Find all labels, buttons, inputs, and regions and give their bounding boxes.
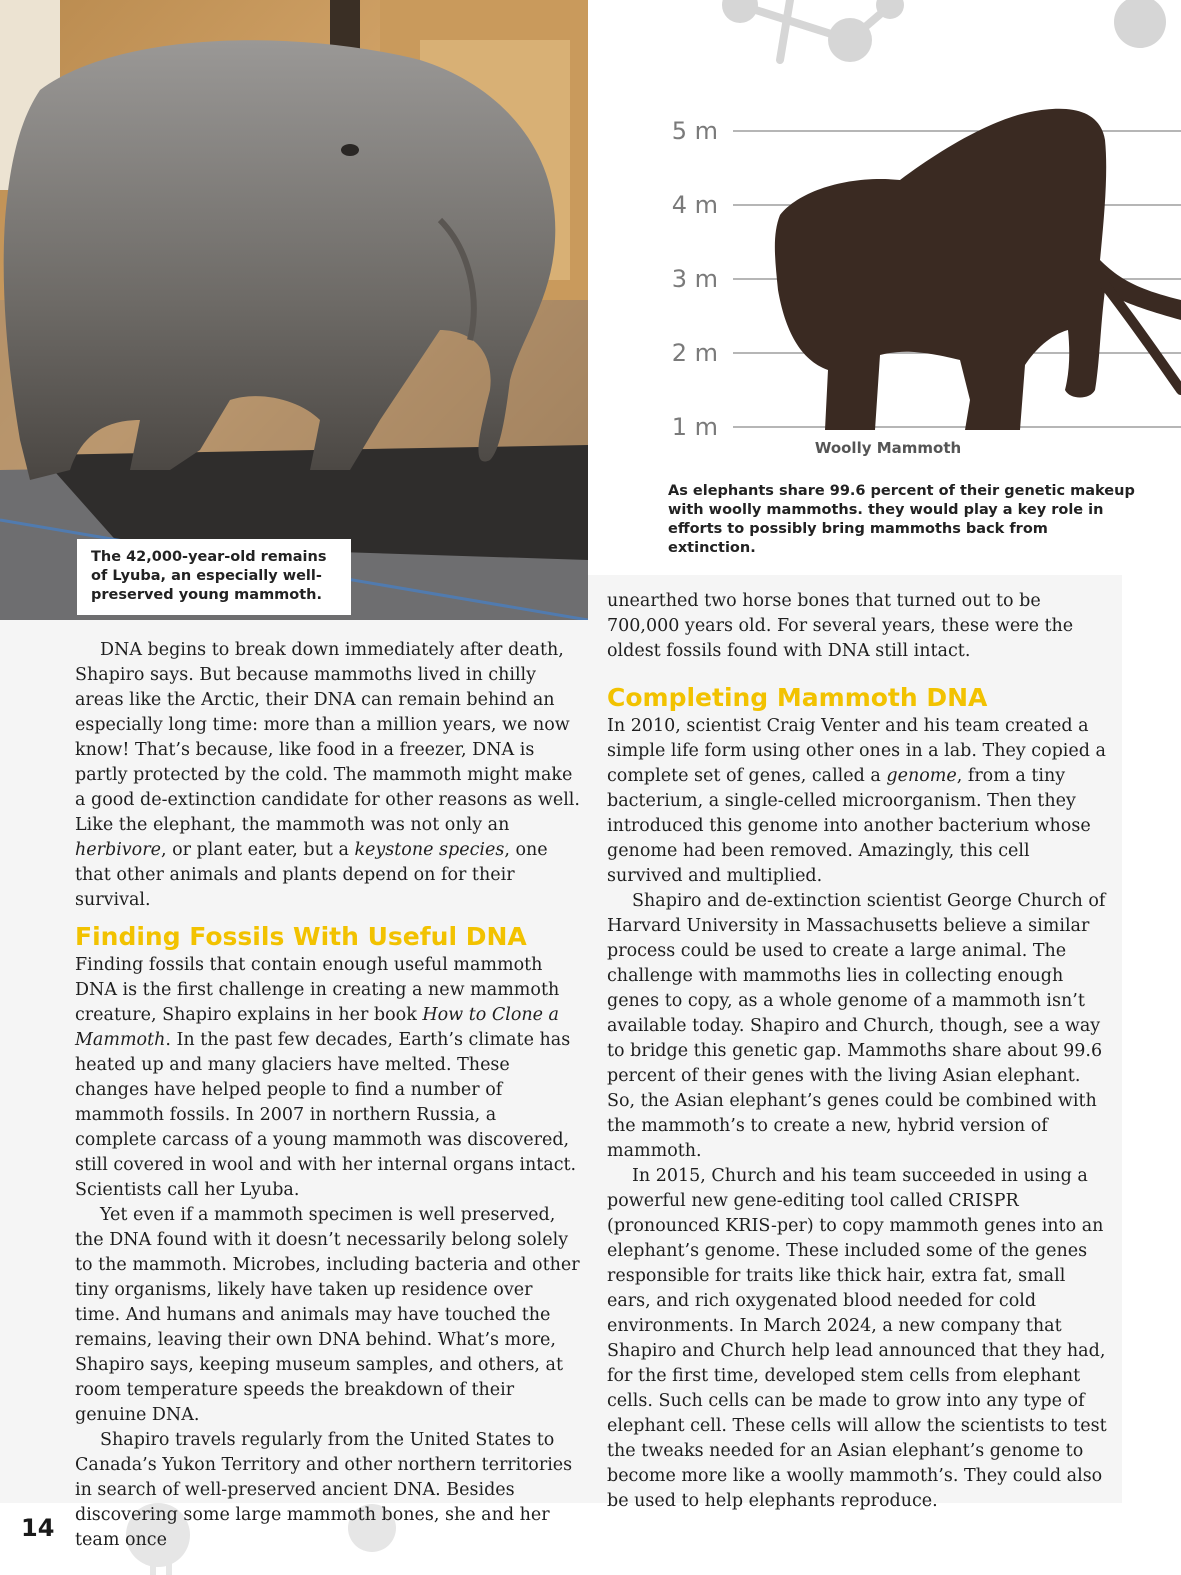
y-label-2m: 2 m bbox=[671, 339, 718, 367]
y-label-5m: 5 m bbox=[671, 117, 718, 145]
paragraph-5: unearthed two horse bones that turned out to be 700,000 years old. For several years, these were the oldest fossils found with DNA still intact. bbox=[607, 591, 1074, 661]
heading-finding-fossils: Finding Fossils With Useful DNA bbox=[75, 922, 527, 951]
paragraph-6: In 2010, scientist Craig Venter and his team created a simple life form using other ones in a lab. They copied a complete set of genes, called a genome, from a tiny bacterium, a single-celled microorganism. Then they introduced this genome into another bacterium whose genome had been removed. Amazingly, this cell survived and multiplied. bbox=[607, 716, 1106, 886]
paragraph-1: DNA begins to break down immediately after death, Shapiro says. But because mammoths lived in chilly areas like the Arctic, their DNA can remain behind an especially long time: more than a million years, we now know! That’s because, like food in a freezer, DNA is partly protected by the cold. The mammoth might make a good de-extinction candidate for other reasons as well. Like the elephant, the mammoth was not only an herbivore, or plant eater, but a keystone species, one that other animals and plants depend on for their survival. bbox=[75, 640, 580, 910]
article-column-1 bbox=[75, 638, 580, 1553]
chart-caption: As elephants share 99.6 percent of their genetic makeup with woolly mammoths. they would play a key role in efforts to possibly bring mammoths back from extinction. bbox=[668, 483, 1135, 556]
paragraph-8: In 2015, Church and his team succeeded in using a powerful new gene-editing tool called CRISPR (pronounced KRIS-per) to copy mammoth genes into an elephant’s genome. These included some of the genes responsible for traits like thick hair, extra fat, small ears, and rich oxygenated blood needed for cold environments. In March 2024, a new company that Shapiro and Church help lead announced that they had, for the first time, developed stem cells from elephant cells. Such cells can be made to grow into any type of elephant cell. These cells will allow the scientists to test the tweaks needed for an Asian elephant’s genome to become more like a woolly mammoth’s. They could also be used to help elephants reproduce. bbox=[607, 1166, 1107, 1511]
page-number: 14 bbox=[21, 1514, 55, 1542]
paragraph-4: Shapiro travels regularly from the United States to Canada’s Yukon Territory and other northern territories in search of well-preserved ancient DNA. Besides discovering some large mammoth bones, she and her team once bbox=[75, 1430, 573, 1550]
y-label-4m: 4 m bbox=[671, 191, 718, 219]
lyuba-mammoth-photo bbox=[0, 0, 588, 620]
height-comparison-chart bbox=[600, 0, 1181, 560]
paragraph-7: Shapiro and de-extinction scientist George Church of Harvard University in Massachusetts believe a similar process could be used to create a large animal. The challenge with mammoths lies in collecting enough genes to copy, as a whole genome of a mammoth isn’t available today. Shapiro and Church, though, see a way to bridge this genetic gap. Mammoths share about 99.6 percent of their genes with the living Asian elephant. So, the Asian elephant’s genes could be combined with the mammoth’s to create a new, hybrid version of mammoth. bbox=[607, 891, 1106, 1161]
photo-caption: The 42,000-year-old remains of Lyuba, an especially well-preserved young mammoth. bbox=[77, 539, 351, 615]
animal-label: Woolly Mammoth bbox=[814, 439, 962, 457]
y-label-3m: 3 m bbox=[671, 265, 718, 293]
article-column-2 bbox=[607, 589, 1107, 1514]
paragraph-2: Finding fossils that contain enough useful mammoth DNA is the first challenge in creating a new mammoth creature, Shapiro explains in her book How to Clone a Mammoth. In the past few decades, Earth’s climate has heated up and many glaciers have melted. These changes have helped people to find a number of mammoth fossils. In 2007 in northern Russia, a complete carcass of a young mammoth was discovered, still covered in wool and with her internal organs intact. Scientists call her Lyuba. bbox=[75, 955, 577, 1200]
heading-completing-dna: Completing Mammoth DNA bbox=[607, 683, 988, 712]
y-label-1m: 1 m bbox=[671, 413, 718, 441]
woolly-mammoth-silhouette bbox=[775, 109, 1181, 430]
paragraph-3: Yet even if a mammoth specimen is well preserved, the DNA found with it doesn’t necessarily belong solely to the mammoth. Microbes, including bacteria and other tiny organisms, likely have taken up residence over time. And humans and animals may have touched the remains, leaving their own DNA behind. What’s more, Shapiro says, keeping museum samples, and others, at room temperature speeds the breakdown of their genuine DNA. bbox=[75, 1205, 580, 1425]
